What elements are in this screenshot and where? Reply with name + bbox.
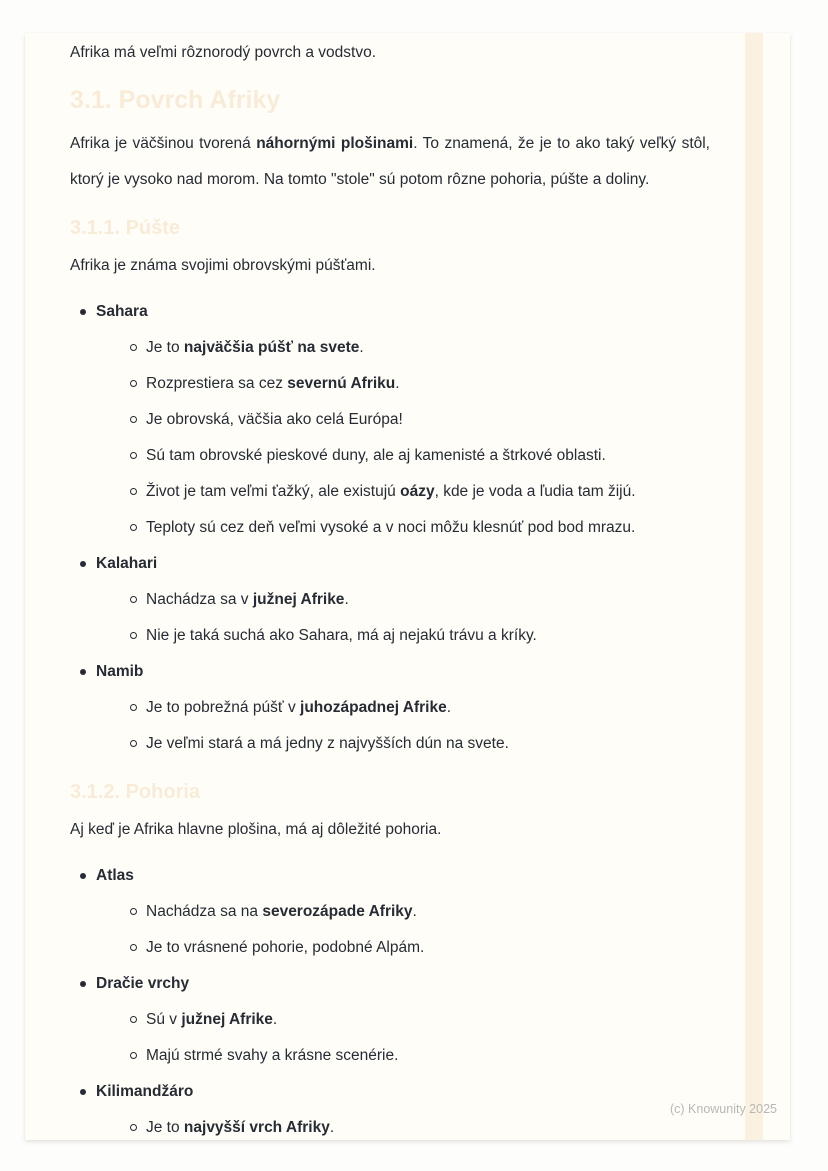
text-run: Majú strmé svahy a krásne scenérie. — [146, 1047, 399, 1064]
bold-text: náhornými plošinami — [256, 135, 414, 152]
circle-bullet-icon — [130, 344, 137, 351]
text-run: . — [272, 1011, 278, 1028]
bullet-icon — [80, 1089, 86, 1095]
list-item — [70, 546, 710, 582]
list-subitem — [70, 1110, 710, 1146]
circle-bullet-icon — [130, 1016, 137, 1023]
list-item — [70, 966, 710, 1002]
list-subitem-text — [146, 474, 636, 510]
bullet-icon — [80, 669, 86, 675]
bullet-icon — [80, 309, 86, 315]
text-run: Sú tam obrovské pieskové duny, ale aj kamenisté a štrkové oblasti. — [146, 447, 606, 464]
text-run: . — [359, 339, 364, 356]
list-item — [70, 294, 710, 330]
text-run: Aj keď je Afrika hlavne plošina, má aj dôležité pohoria. — [70, 821, 442, 838]
list-subitem-text — [146, 510, 635, 546]
text-run: Nachádza sa na — [146, 903, 263, 920]
text-run: . — [446, 699, 452, 716]
list-subitem — [70, 1038, 710, 1074]
text-run: Afrika má veľmi rôznorodý povrch a vodstvo. — [70, 44, 377, 61]
list-subitem-text — [146, 330, 364, 366]
bold-text: juhozápadnej Afrike — [300, 699, 447, 716]
document-body — [25, 33, 790, 1140]
list-subitem-text — [146, 438, 606, 474]
text-run: Rozprestiera sa cez — [146, 375, 288, 392]
paragraph — [70, 812, 710, 848]
list-subitem-text — [146, 1038, 398, 1074]
text-run: Afrika je väčšinou tvorená — [70, 135, 257, 152]
circle-bullet-icon — [130, 380, 137, 387]
text-run: . — [344, 591, 349, 608]
list-subitem — [70, 438, 710, 474]
bold-text: severnú Afriku — [287, 375, 396, 392]
text-run: Život je tam veľmi ťažký, ale existujú — [146, 483, 401, 500]
circle-bullet-icon — [130, 1124, 137, 1131]
list-subitem — [70, 894, 710, 930]
section-heading: 3.1.1. Púšte — [70, 217, 181, 239]
text-run: Je veľmi stará a má jedny z najvyšších dún na svete. — [146, 735, 509, 752]
list-subitem — [70, 582, 710, 618]
text-run: Teploty sú cez deň veľmi vysoké a v noci môžu klesnúť pod bod mrazu. — [146, 519, 636, 536]
list-subitem-text — [146, 1110, 334, 1146]
list-subitem — [70, 618, 710, 654]
text-run: . — [329, 1119, 335, 1136]
list-item-title: Sahara — [96, 303, 148, 320]
paragraph — [70, 248, 710, 284]
text-run: Je to pobrežná púšť v — [146, 699, 301, 716]
circle-bullet-icon — [130, 452, 137, 459]
watermark-footer: (c) Knowunity 2025 — [669, 1102, 777, 1116]
list-item-title: Namib — [96, 663, 144, 680]
list-subitem — [70, 1002, 710, 1038]
circle-bullet-icon — [130, 596, 137, 603]
bold-text: najväčšia púšť na svete — [183, 339, 360, 356]
text-run: Je to — [146, 339, 184, 356]
list-subitem-text — [146, 894, 417, 930]
text-run: Afrika je známa svojimi obrovskými púšťami. — [70, 257, 376, 274]
bold-text: najvyšší vrch Afriky — [183, 1119, 330, 1136]
list-item-title: Kilimandžáro — [96, 1083, 194, 1100]
circle-bullet-icon — [130, 740, 137, 747]
section-heading: 3.1.2. Pohoria — [70, 781, 201, 803]
bullet-list — [70, 294, 710, 762]
section-heading: 3.1. Povrch Afriky — [70, 86, 281, 114]
list-subitem-text — [146, 1002, 277, 1038]
list-subitem — [70, 474, 710, 510]
text-run: Sú v — [146, 1011, 182, 1028]
bold-text: severozápade Afriky — [262, 903, 413, 920]
bullet-list — [70, 858, 710, 1146]
circle-bullet-icon — [130, 524, 137, 531]
list-subitem-text — [146, 726, 509, 762]
list-subitem-text — [146, 930, 424, 966]
circle-bullet-icon — [130, 944, 137, 951]
list-subitem — [70, 330, 710, 366]
circle-bullet-icon — [130, 416, 137, 423]
bullet-icon — [80, 873, 86, 879]
bold-text: južnej Afrike — [252, 591, 345, 608]
list-subitem-text — [146, 402, 403, 438]
list-subitem — [70, 690, 710, 726]
text-run: Je to vrásnené pohorie, podobné Alpám. — [146, 939, 425, 956]
bold-text: oázy — [400, 483, 435, 500]
document-page — [25, 33, 790, 1140]
list-subitem — [70, 510, 710, 546]
list-item — [70, 654, 710, 690]
list-subitem — [70, 366, 710, 402]
text-run: Je to — [146, 1119, 184, 1136]
list-item-title: Atlas — [96, 867, 134, 884]
text-run: . — [395, 375, 400, 392]
list-item-title: Dračie vrchy — [96, 975, 190, 992]
list-subitem-text — [146, 618, 537, 654]
list-subitem-text — [146, 582, 349, 618]
circle-bullet-icon — [130, 1052, 137, 1059]
circle-bullet-icon — [130, 908, 137, 915]
circle-bullet-icon — [130, 488, 137, 495]
bold-text: južnej Afrike — [181, 1011, 273, 1028]
text-run: Nachádza sa v — [146, 591, 253, 608]
paragraph — [70, 126, 710, 198]
list-subitem — [70, 402, 710, 438]
list-subitem-text — [146, 690, 451, 726]
circle-bullet-icon — [130, 704, 137, 711]
text-run: . — [412, 903, 417, 920]
list-subitem — [70, 930, 710, 966]
list-subitem — [70, 726, 710, 762]
text-run: Je obrovská, väčšia ako celá Európa! — [146, 411, 403, 428]
text-run: . To znamená, že je to ako taký veľký stôl, ktorý je vysoko nad morom. Na tomto "stole" sú potom rôzne pohoria, púšte a doliny. — [70, 135, 710, 188]
list-subitem-text — [146, 366, 400, 402]
circle-bullet-icon — [130, 632, 137, 639]
text-run: Nie je taká suchá ako Sahara, má aj nejakú trávu a kríky. — [146, 627, 537, 644]
paragraph — [70, 35, 710, 71]
bullet-icon — [80, 981, 86, 987]
list-item-title: Kalahari — [96, 555, 158, 572]
text-run: , kde je voda a ľudia tam žijú. — [434, 483, 636, 500]
bullet-icon — [80, 561, 86, 567]
list-item — [70, 1074, 710, 1110]
list-item — [70, 858, 710, 894]
